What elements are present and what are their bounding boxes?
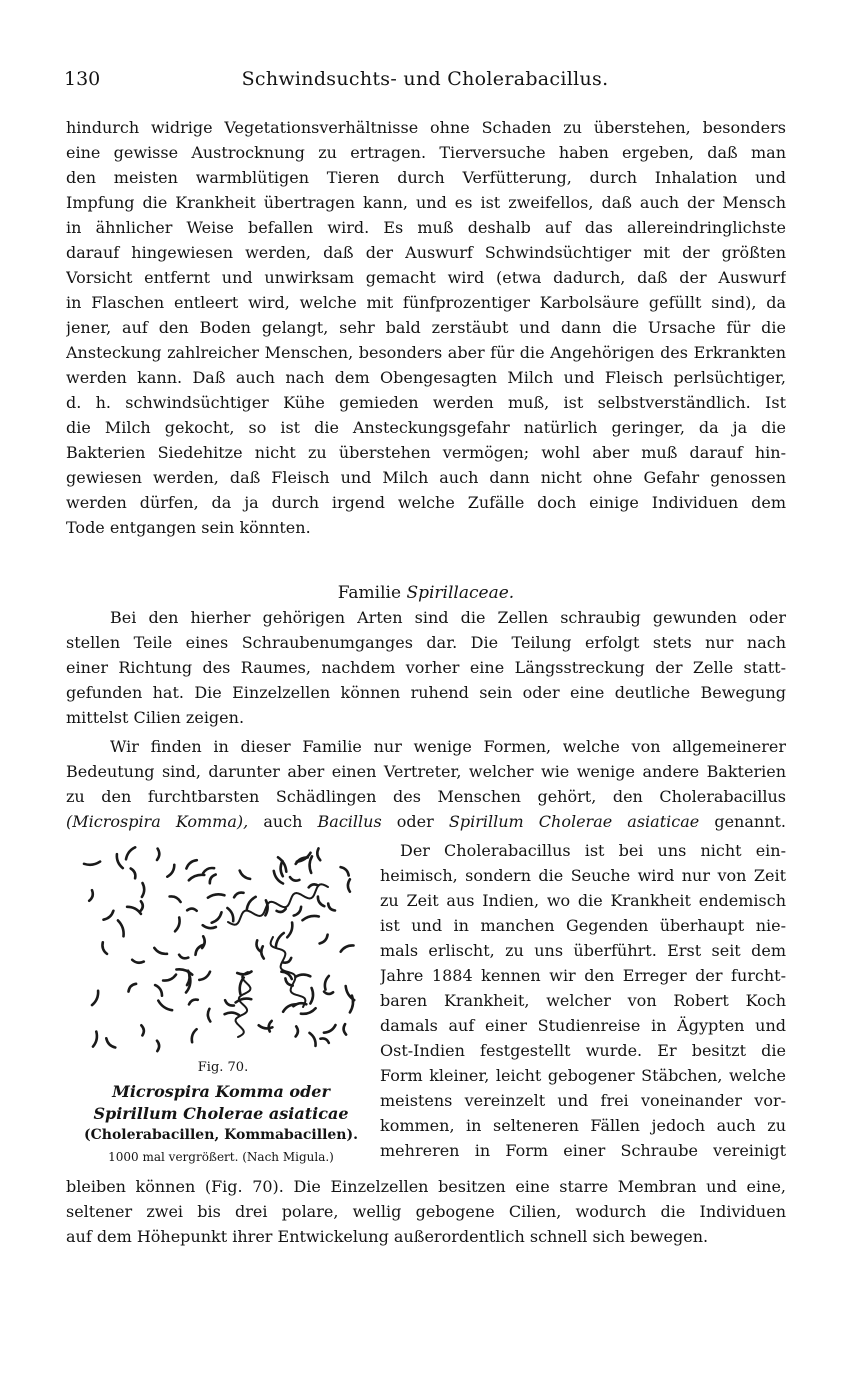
text-line: werden dürfen, da ja durch irgend welche Zufälle doch einige Individuen dem — [66, 493, 786, 512]
text-line: einer Richtung des Raumes, nachdem vorher eine Längsstreckung der Zelle statt- — [66, 658, 786, 677]
text-line: Der Cholerabacillus ist bei uns nicht ein- — [400, 841, 786, 860]
text-line: Bakterien Siedehitze nicht zu überstehen vermögen; wohl aber muß darauf hin- — [66, 443, 786, 462]
text-line: Ansteckung zahlreicher Menschen, besonders aber für die Angehörigen des Erkrankten — [66, 343, 786, 362]
bacillus-mark — [236, 999, 252, 1003]
bacillus-mark — [277, 909, 286, 912]
genus-name: Bacillus — [317, 812, 382, 831]
bacillus-mark — [84, 862, 100, 865]
text-line: baren Krankheit, welcher von Robert Koch — [380, 991, 786, 1010]
text-line: Vorsicht entfernt und unwirksam gemacht wird (etwa dadurch, daß der Auswurf — [66, 268, 786, 287]
bacillus-mark — [155, 985, 162, 996]
text-line: hindurch widrige Vegetationsverhältnisse ohne Schaden zu überstehen, besonders — [66, 118, 786, 137]
bacillus-mark — [247, 897, 256, 910]
bacillus-mark — [189, 875, 205, 880]
bacillus-mark — [225, 1000, 234, 1005]
bacillus-mark — [167, 865, 174, 877]
bacillus-mark — [225, 1013, 239, 1015]
figure-number: Fig. 70. — [197, 1060, 249, 1075]
bacillus-mark — [187, 971, 190, 985]
bacillus-mark — [296, 1026, 298, 1036]
bacillus-mark — [310, 856, 312, 873]
running-title: Schwindsuchts- und Cholerabacillus. — [241, 68, 609, 90]
bacillus-mark — [281, 861, 283, 876]
bacillus-mark — [117, 854, 123, 868]
bacillus-mark — [212, 912, 222, 922]
bacillus-mark — [303, 916, 319, 920]
text-line: den meisten warmblütigen Tieren durch Verfütterung, durch Inhalation und — [66, 168, 786, 187]
text-line: Impfung die Krankheit übertragen kann, und es ist zweifellos, daß auch der Mensch — [66, 193, 786, 212]
bacillus-mark — [127, 907, 141, 914]
bacillus-mark — [93, 1032, 97, 1047]
text-line: auf dem Höhepunkt ihrer Entwickelung außerordentlich schnell sich bewegen. — [66, 1227, 709, 1246]
bacillus-mark — [199, 972, 210, 980]
text-line: Ost-Indien festgestellt wurde. Er besitzt die — [380, 1041, 786, 1060]
spirillum-chain-mark — [228, 884, 328, 924]
figure-caption-line: Spirillum Cholerae asiaticae — [93, 1104, 349, 1123]
text-line: stellen Teile eines Schraubenumganges dar. Die Teilung erfolgt stets nur nach — [66, 633, 786, 652]
text-line: Bei den hierher gehörigen Arten sind die Zellen schraubig gewunden oder — [110, 608, 786, 627]
text-line: Wir finden in dieser Familie nur wenige Formen, welche von allgemeinerer — [110, 737, 786, 756]
text-line: Form kleiner, leicht gebogener Stäbchen, welche — [380, 1066, 786, 1085]
bacillus-mark — [320, 935, 328, 944]
bacillus-mark — [257, 940, 261, 951]
figure-illustration — [78, 842, 368, 1060]
text-line: zu Zeit aus Indien, wo die Krankheit endemisch — [380, 891, 786, 910]
text-line: jener, auf den Boden gelangt, sehr bald zerstäubt und dann die Ursache für die — [66, 318, 786, 337]
text-line: darauf hingewiesen werden, daß der Auswurf Schwindsüchtiger mit der größten — [66, 243, 786, 262]
bacillus-mark — [276, 933, 284, 948]
text-line: heimisch, sondern die Seuche wird nur von Zeit — [380, 866, 786, 885]
bacillus-mark — [179, 955, 188, 959]
bacillus-mark — [157, 849, 159, 860]
text-line: d. h. schwindsüchtiger Kühe gemieden werden muß, ist selbstverständlich. Ist — [66, 393, 786, 412]
bacillus-mark — [189, 1000, 198, 1005]
page-header — [64, 68, 786, 98]
bacillus-mark — [141, 901, 143, 910]
text-line: zu den furchtbarsten Schädlingen des Menschen gehört, den Cholerabacillus — [66, 787, 786, 806]
bacillus-mark — [324, 1025, 336, 1033]
bacillus-mark — [170, 896, 181, 902]
bacillus-mark — [203, 868, 214, 873]
section-heading-prefix: Familie — [337, 583, 407, 603]
bacillus-mark — [208, 894, 225, 897]
text-line: werden kann. Daß auch nach dem Obengesagten Milch und Fleisch perlsüchtiger, — [66, 368, 786, 387]
bacillus-mark — [158, 1001, 172, 1011]
bacillus-mark — [341, 867, 349, 875]
bacillus-mark — [261, 946, 264, 958]
bacillus-mark — [234, 893, 243, 898]
bacillus-mark — [240, 871, 250, 879]
bacillus-mark — [320, 1038, 328, 1043]
cholera-bacilli-drawing — [78, 842, 368, 1060]
page-number: 130 — [64, 68, 101, 90]
bacillus-mark — [175, 918, 180, 932]
bacillus-mark — [106, 1038, 115, 1047]
text-line: in Flaschen entleert wird, welche mit fünfprozentiger Karbolsäure gefüllt sind), da — [66, 293, 786, 312]
text-line: Tode entgangen sein könnten. — [66, 518, 311, 537]
text-line: Bedeutung sind, darunter aber einen Vertreter, welcher wie wenige andere Bakterien — [66, 762, 786, 781]
text-line: mehreren in Form einer Schraube vereinigt — [380, 1141, 786, 1160]
text-line: damals auf einer Studienreise in Ägypten und — [380, 1016, 786, 1035]
bacillus-mark — [310, 988, 313, 1004]
text-line: eine gewisse Austrocknung zu ertragen. Tierversuche haben ergeben, daß man — [66, 143, 786, 162]
bacillus-mark — [208, 1009, 210, 1022]
bacillus-mark — [104, 911, 114, 920]
bacillus-mark — [328, 904, 335, 911]
bacillus-mark — [341, 945, 354, 951]
bacillus-mark — [154, 948, 167, 954]
bacillus-mark — [294, 907, 301, 916]
bacillus-mark — [317, 848, 320, 860]
section-heading — [66, 582, 786, 604]
bacillus-mark — [141, 1025, 144, 1035]
text-line — [66, 812, 786, 832]
bacillus-mark — [132, 960, 144, 963]
text-line: mittelst Cilien zeigen. — [66, 708, 245, 727]
species-name: (Microspira Komma), — [66, 812, 249, 831]
species-name: Spirillum Cholerae asiaticae — [448, 812, 700, 831]
text-line: kommen, in selteneren Fällen jedoch auch zu — [380, 1116, 786, 1135]
bacillus-mark — [290, 877, 299, 881]
bacillus-mark — [318, 897, 324, 907]
bacillus-mark — [227, 908, 233, 921]
bacillus-mark — [102, 942, 107, 954]
bacillus-mark — [187, 909, 197, 911]
bacillus-mark — [210, 875, 216, 884]
bacillus-mark — [203, 925, 216, 928]
bacillus-mark — [344, 1024, 347, 1035]
text-line: ist und in manchen Gegenden überhaupt nie- — [380, 916, 786, 935]
bacillus-mark — [192, 1029, 197, 1042]
bacillus-mark — [301, 1008, 316, 1014]
bacillus-mark — [89, 890, 93, 901]
bacillus-mark — [310, 1033, 316, 1046]
text-fragment: auch — [248, 812, 318, 831]
text-line: in ähnlicher Weise befallen wird. Es muß deshalb auf das allereindringlichste — [66, 218, 786, 237]
bacillus-mark — [157, 1041, 159, 1051]
text-line: gefunden hat. Die Einzelzellen können ruhend sein oder eine deutliche Bewegung — [66, 683, 786, 702]
text-fragment: genannt. — [699, 812, 786, 831]
bacillus-mark — [202, 936, 205, 948]
text-line: Jahre 1884 kennen wir den Erreger der furcht- — [380, 966, 786, 985]
bacillus-mark — [287, 923, 292, 938]
text-line: die Milch gekocht, so ist die Ansteckungsgefahr natürlich geringer, da ja die — [66, 418, 786, 437]
text-fragment: oder — [381, 812, 449, 831]
bacillus-mark — [186, 860, 196, 868]
bacillus-mark — [126, 847, 135, 859]
bacillus-mark — [118, 920, 124, 936]
text-line: mals erlischt, zu uns überführt. Erst seit dem — [380, 941, 786, 960]
bacillus-mark — [129, 984, 137, 992]
text-line: bleiben können (Fig. 70). Die Einzelzellen besitzen eine starre Membran und eine, — [66, 1177, 786, 1196]
bacillus-mark — [131, 869, 136, 879]
bacillus-mark — [269, 1021, 272, 1032]
bacillus-mark — [142, 883, 144, 897]
bacillus-mark — [259, 1025, 273, 1028]
spirillum-chain-mark — [271, 937, 306, 1007]
text-line: seltener zwei bis drei polare, wellig gebogene Cilien, wodurch die Individuen — [66, 1202, 786, 1221]
figure-caption-line: 1000 mal vergrößert. (Nach Migula.) — [108, 1150, 334, 1164]
bacillus-mark — [348, 879, 350, 891]
figure-caption-line: (Cholerabacillen, Kommabacillen). — [84, 1127, 358, 1143]
bacillus-mark — [163, 975, 176, 981]
spirillum-chain-mark — [236, 972, 251, 1037]
text-line: meistens vereinzelt und frei voneinander vor- — [380, 1091, 786, 1110]
bacillus-mark — [92, 991, 98, 1005]
bacillus-mark — [325, 976, 329, 990]
text-line: gewiesen werden, daß Fleisch und Milch auch dann nicht ohne Gefahr genossen — [66, 468, 786, 487]
section-heading-name: Spirillaceae. — [406, 583, 515, 603]
bacillus-mark — [324, 992, 333, 994]
bacillus-mark — [295, 975, 310, 977]
figure-caption-line: Microspira Komma oder — [112, 1082, 330, 1101]
